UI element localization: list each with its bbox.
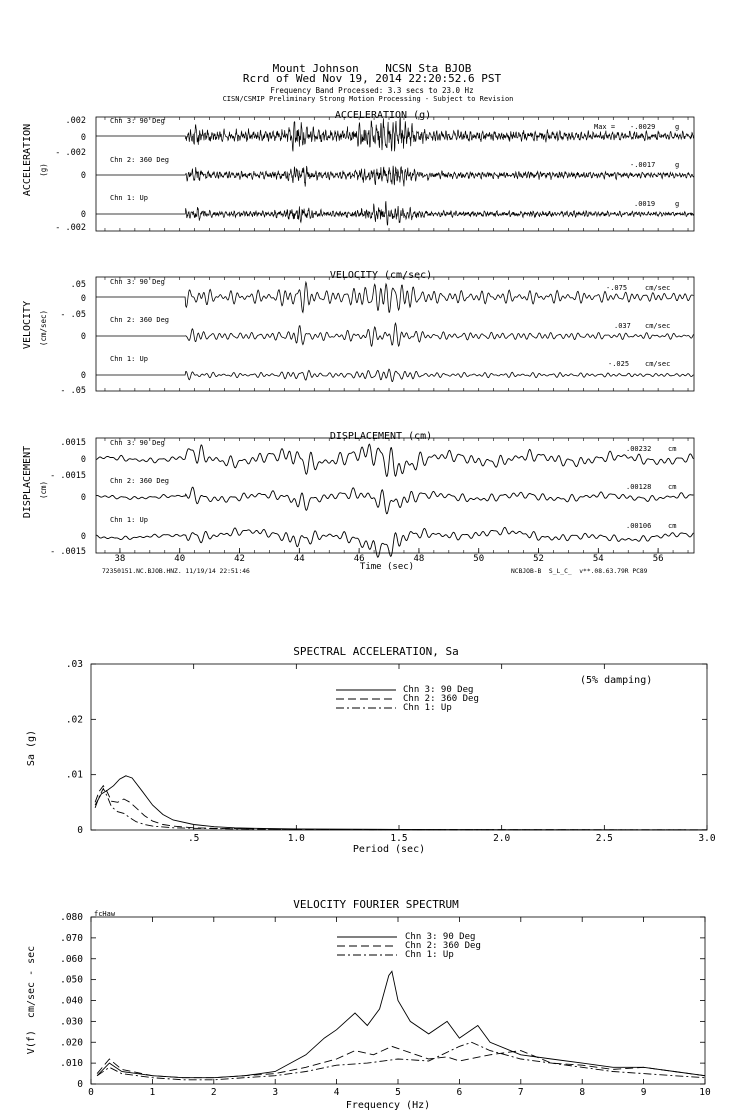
panel-unit-label: (cm/sec): [39, 309, 48, 347]
y-tick-label: .050: [60, 974, 83, 986]
x-tick-label: 4: [333, 1087, 340, 1098]
peak-value: .00232: [626, 445, 652, 453]
series-line-chn2: [97, 1046, 705, 1077]
time-axis: [105, 117, 688, 564]
x-tick-label: 3.0: [698, 833, 716, 844]
peak-value: .00106: [626, 522, 652, 530]
ytick-bottom: - .002: [55, 148, 86, 158]
y-axis-label: V(f) cm/sec - sec: [26, 945, 37, 1055]
legend-label: Chn 3: 90 Deg: [403, 685, 474, 695]
ytick-zero: 0: [80, 294, 86, 304]
damping-note: (5% damping): [580, 675, 653, 686]
channel-label: Chn 1: Up: [110, 355, 148, 363]
panel-side-label: DISPLACEMENT: [22, 445, 33, 519]
ytick-bottom: - .05: [60, 386, 86, 396]
panel-unit-label: (cm): [39, 480, 48, 500]
panel-unit-label: (g): [39, 163, 48, 177]
channel-strip: [81, 477, 694, 514]
velocity-fourier-spectrum-chart: [26, 898, 711, 1111]
y-tick-label: .070: [60, 932, 83, 944]
trace-disp-chn3: [96, 444, 693, 476]
sa-series: [95, 776, 707, 830]
channel-label: Chn 2: 360 Deg: [110, 156, 170, 164]
channel-label: Chn 3: 90 Deg: [110, 117, 165, 125]
vf-axes: [60, 912, 711, 1098]
peak-unit: cm/sec: [645, 322, 671, 330]
x-tick-label: 8: [579, 1087, 586, 1098]
peak-value: .0019: [634, 200, 656, 208]
peak-value: -.0029: [630, 123, 656, 131]
peak-value: .00128: [626, 483, 652, 491]
x-tick-label: 7: [517, 1087, 524, 1098]
peak-unit: cm/sec: [645, 284, 671, 292]
corner-label: fcHaw: [94, 910, 116, 918]
legend: [336, 685, 479, 713]
time-axis-label: Time (sec): [359, 562, 415, 572]
processing-line: CISN/CSMIP Preliminary Strong Motion Processing - Subject to Revision: [222, 95, 514, 103]
y-tick-label: 0: [77, 825, 83, 836]
ytick-bottom: - .05: [60, 310, 86, 320]
peak-unit: g: [675, 161, 680, 169]
trace-vel-chn1: [96, 369, 693, 381]
peak-value: -.025: [608, 360, 630, 368]
x-tick-label: .5: [187, 833, 200, 844]
ytick-top: .05: [70, 280, 86, 290]
series-line-chn3: [97, 971, 705, 1077]
chart-title: VELOCITY FOURIER SPECTRUM: [293, 898, 459, 911]
channel-strip: [60, 278, 693, 320]
y-tick-label: .020: [60, 1037, 83, 1049]
channel-label: Chn 1: Up: [110, 516, 148, 524]
trace-vel-chn3: [96, 282, 693, 312]
legend-label: Chn 1: Up: [403, 703, 452, 713]
time-tick-label: 42: [234, 554, 245, 564]
time-tick-label: 44: [293, 554, 305, 564]
time-tick-label: 48: [413, 554, 425, 564]
time-tick-label: 40: [174, 554, 186, 564]
record-line: Rcrd of Wed Nov 19, 2014 22:20:52.6 PST: [242, 72, 502, 85]
legend: [337, 932, 481, 960]
time-tick-label: 38: [114, 554, 126, 564]
series-line-chn1: [97, 1042, 705, 1080]
y-tick-label: 0: [77, 1079, 83, 1090]
station-line: Mount Johnson NCSN Sta BJOB: [272, 62, 472, 75]
ytick-zero: 0: [80, 455, 86, 465]
trace-vel-chn2: [96, 323, 693, 346]
peak-unit: cm/sec: [645, 360, 671, 368]
y-tick-label: .03: [65, 659, 83, 670]
x-axis-label: Frequency (Hz): [345, 1100, 431, 1111]
trace-panel-vel: [22, 270, 694, 396]
panel-title: VELOCITY (cm/sec): [329, 270, 433, 281]
y-tick-label: .060: [60, 953, 83, 965]
channel-strip: [50, 438, 693, 481]
ytick-zero: 0: [80, 532, 86, 542]
panel-title: DISPLACEMENT (cm): [329, 431, 433, 442]
panel-side-label: VELOCITY: [22, 300, 33, 350]
y-tick-label: .040: [60, 995, 83, 1007]
ytick-top: .0015: [60, 438, 86, 448]
y-tick-label: .01: [65, 769, 83, 781]
channel-strip: [55, 194, 694, 233]
channel-strip: [81, 156, 694, 187]
x-tick-label: 5: [395, 1087, 401, 1098]
peak-unit: g: [675, 123, 680, 131]
ytick-bottom: - .002: [55, 223, 86, 233]
x-tick-label: 1: [149, 1087, 156, 1098]
time-tick-label: 46: [353, 554, 365, 564]
legend-label: Chn 2: 360 Deg: [405, 941, 481, 951]
trace-acc-chn1: [96, 201, 694, 225]
x-axis-label: Period (sec): [352, 844, 426, 855]
legend-label: Chn 2: 360 Deg: [403, 694, 479, 704]
ytick-zero: 0: [80, 133, 86, 143]
trace-panel-acc: [22, 110, 694, 233]
x-tick-label: 2: [210, 1087, 217, 1098]
peak-unit: g: [675, 200, 680, 208]
x-tick-label: 6: [456, 1087, 463, 1098]
panel-title: ACCELERATION (g): [334, 110, 432, 121]
trace-acc-chn2: [96, 166, 694, 187]
vf-series: [97, 971, 705, 1080]
band-line: Frequency Band Processed: 3.3 secs to 23.0 Hz: [270, 86, 474, 95]
time-tick-label: 50: [473, 554, 485, 564]
ytick-bottom: - .0015: [50, 471, 86, 481]
time-tick-label: 54: [592, 554, 604, 564]
ytick-zero: 0: [80, 493, 86, 503]
channel-label: Chn 3: 90 Deg: [110, 439, 165, 447]
time-tick-label: 56: [652, 554, 664, 564]
channel-label: Chn 3: 90 Deg: [110, 278, 165, 286]
ytick-zero: 0: [80, 371, 86, 381]
trace-disp-chn2: [96, 487, 693, 514]
channel-label: Chn 2: 360 Deg: [110, 477, 170, 485]
channel-strip: [55, 116, 694, 158]
y-axis-label: Sa (g): [26, 729, 37, 767]
legend-label: Chn 1: Up: [405, 950, 454, 960]
peak-prefix: Max =: [594, 123, 616, 131]
y-tick-label: .02: [65, 714, 83, 726]
x-tick-label: 3: [272, 1087, 279, 1098]
x-tick-label: 2.5: [595, 833, 613, 844]
channel-label: Chn 1: Up: [110, 194, 148, 202]
series-line-chn1: [95, 789, 707, 830]
channel-strip: [50, 516, 693, 557]
x-tick-label: 10: [699, 1087, 711, 1098]
ytick-bottom: - .0015: [50, 547, 86, 557]
series-line-chn3: [95, 776, 707, 830]
ytick-top: .002: [65, 116, 86, 126]
legend-label: Chn 3: 90 Deg: [405, 932, 476, 942]
panel-side-label: ACCELERATION: [22, 123, 33, 197]
footer-left: 72350151.NC.BJOB.HNZ. 11/19/14 22:51:46: [102, 568, 250, 575]
footer-right: NCBJOB-B S_L_C_ v**.08.63.79R PC89: [511, 568, 648, 575]
channel-strip: [81, 316, 694, 346]
channel-label: Chn 2: 360 Deg: [110, 316, 170, 324]
x-tick-label: 0: [88, 1087, 94, 1098]
peak-unit: cm: [668, 445, 677, 453]
ytick-zero: 0: [80, 332, 86, 342]
y-tick-label: .030: [60, 1016, 83, 1028]
peak-unit: cm: [668, 522, 677, 530]
spectral-acceleration-chart: [26, 645, 716, 855]
ytick-zero: 0: [80, 171, 86, 181]
time-tick-label: 52: [533, 554, 544, 564]
peak-value: -.0017: [630, 161, 656, 169]
ytick-zero: 0: [80, 210, 86, 220]
record-header: [223, 62, 514, 103]
y-tick-label: .080: [60, 912, 83, 923]
plot-frame: [91, 664, 707, 830]
x-tick-label: 1.0: [287, 833, 305, 844]
peak-unit: cm: [668, 483, 677, 491]
peak-value: -.075: [606, 284, 628, 292]
y-tick-label: .010: [60, 1058, 83, 1070]
peak-value: .037: [614, 322, 631, 330]
x-tick-label: 9: [640, 1087, 647, 1098]
x-tick-label: 1.5: [390, 833, 408, 844]
trace-panel-disp: [22, 431, 694, 557]
chart-title: SPECTRAL ACCELERATION, Sa: [293, 645, 459, 658]
x-tick-label: 2.0: [493, 833, 511, 844]
sa-axes: [66, 659, 716, 844]
